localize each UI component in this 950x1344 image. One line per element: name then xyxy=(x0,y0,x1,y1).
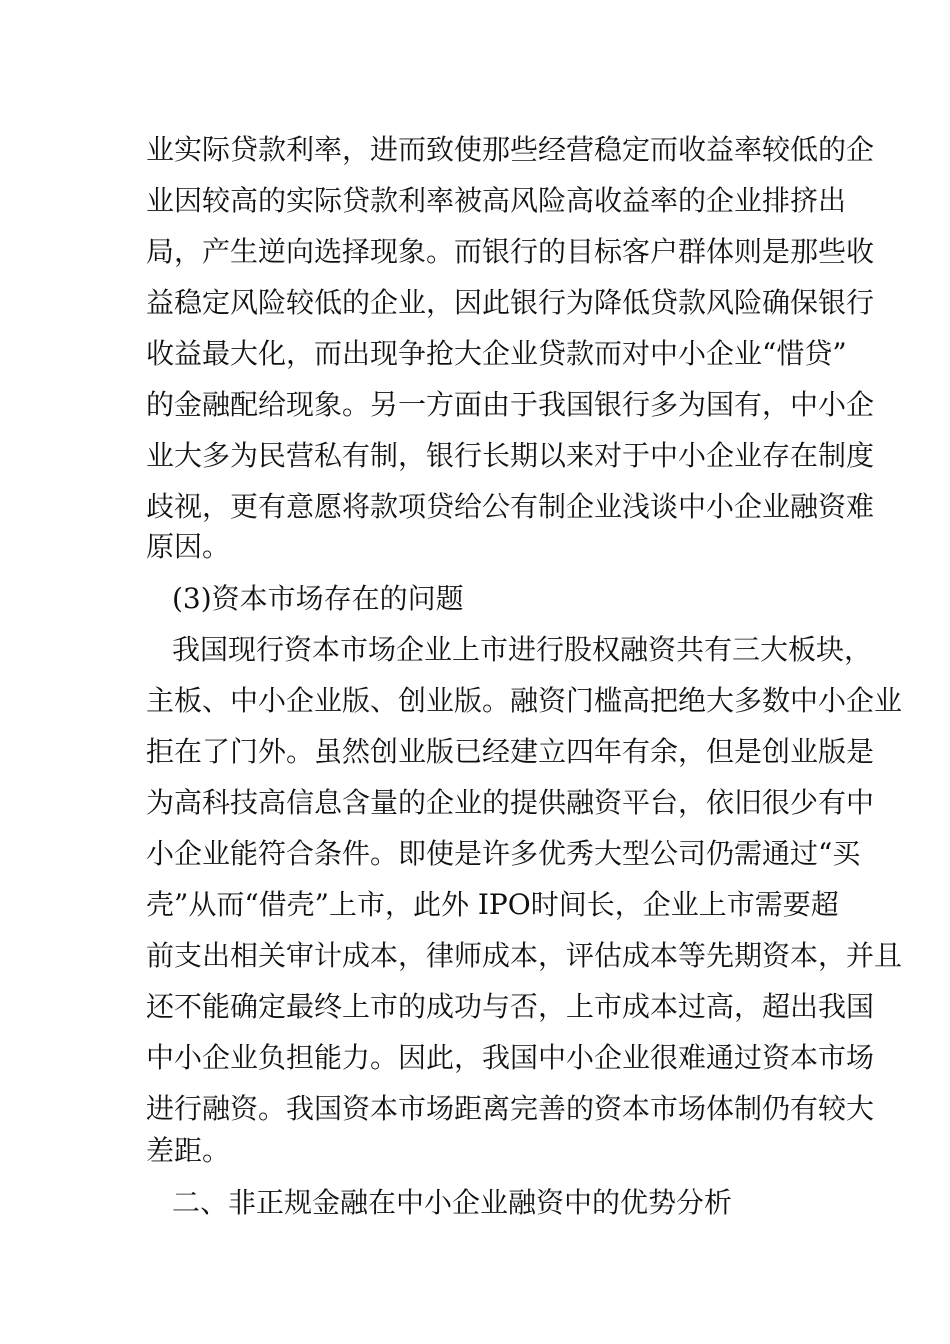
paragraph-line-9: 原因。 xyxy=(146,530,231,563)
paragraph2-line-8: 还不能确定最终上市的成功与否，上市成本过高，超出我国 xyxy=(146,990,875,1023)
paragraph-line-8: 歧视，更有意愿将款项贷给公有制企业浅谈中小企业融资难 xyxy=(146,490,875,523)
paragraph-line-2: 业因较高的实际贷款利率被高风险高收益率的企业排挤出 xyxy=(146,184,847,217)
paragraph2-line-11: 差距。 xyxy=(146,1134,231,1167)
paragraph2-line-10: 进行融资。我国资本市场距离完善的资本市场体制仍有较大 xyxy=(146,1092,875,1125)
paragraph-line-4: 益稳定风险较低的企业，因此银行为降低贷款风险确保银行 xyxy=(146,286,875,319)
paragraph2-line-5: 小企业能符合条件。即使是许多优秀大型公司仍需通过“买 xyxy=(146,837,861,870)
paragraph2-line-1: 我国现行资本市场企业上市进行股权融资共有三大板块， xyxy=(172,633,873,666)
paragraph2-line-9: 中小企业负担能力。因此，我国中小企业很难通过资本市场 xyxy=(146,1041,875,1074)
paragraph-line-5: 收益最大化，而出现争抢大企业贷款而对中小企业“惜贷” xyxy=(146,337,847,370)
section-heading-informal-finance: 二、非正规金融在中小企业融资中的优势分析 xyxy=(172,1186,733,1219)
paragraph-line-1: 业实际贷款利率，进而致使那些经营稳定而收益率较低的企 xyxy=(146,133,875,166)
paragraph2-line-3: 拒在了门外。虽然创业版已经建立四年有余，但是创业版是 xyxy=(146,735,875,768)
paragraph-line-6: 的金融配给现象。另一方面由于我国银行多为国有，中小企 xyxy=(146,388,875,421)
paragraph2-line-6: 壳”从而“借壳”上市，此外 IPO时间长，企业上市需要超 xyxy=(146,888,839,921)
paragraph2-line-7: 前支出相关审计成本，律师成本，评估成本等先期资本，并且 xyxy=(146,939,903,972)
paragraph2-line-4: 为高科技高信息含量的企业的提供融资平台，依旧很少有中 xyxy=(146,786,875,819)
paragraph-line-3: 局，产生逆向选择现象。而银行的目标客户群体则是那些收 xyxy=(146,235,875,268)
section-heading-capital-market: (3)资本市场存在的问题 xyxy=(172,582,464,615)
paragraph2-line-2: 主板、中小企业版、创业版。融资门槛高把绝大多数中小企业 xyxy=(146,684,903,717)
paragraph-line-7: 业大多为民营私有制，银行长期以来对于中小企业存在制度 xyxy=(146,439,875,472)
